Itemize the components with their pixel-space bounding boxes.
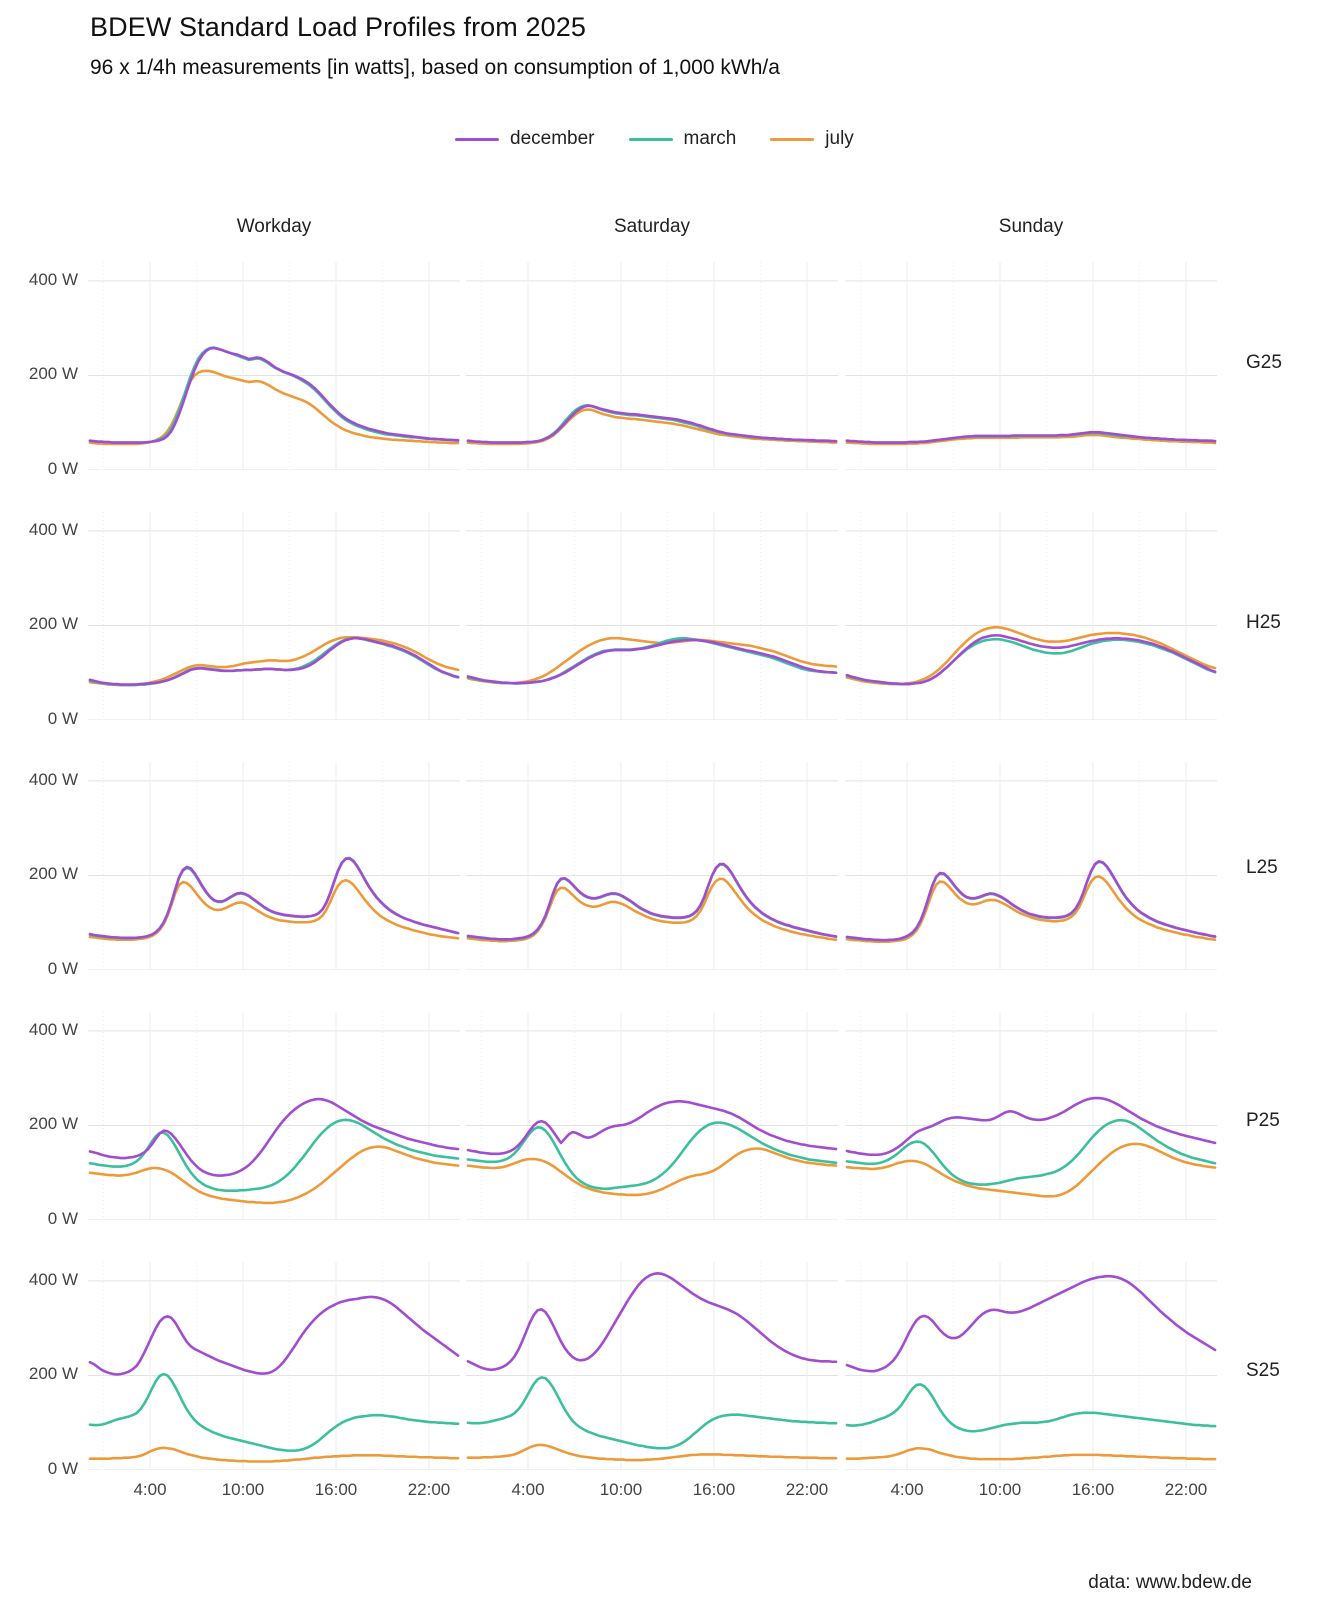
row-label-g25: G25	[1246, 352, 1282, 373]
x-tick-label: 10:00	[599, 1480, 643, 1499]
legend-swatch-december	[455, 138, 499, 141]
legend-swatch-july	[770, 138, 814, 141]
legend	[455, 128, 854, 150]
panel-s25-workday	[88, 1262, 460, 1470]
y-tick-label: 400 W	[28, 1019, 78, 1039]
panel-l25-saturday	[466, 762, 838, 970]
panel-g25-workday	[88, 262, 460, 470]
panel-p25-workday	[88, 1012, 460, 1220]
panel-h25-saturday	[466, 512, 838, 720]
panel-p25-saturday	[466, 1012, 838, 1220]
x-tick-label: 4:00	[890, 1480, 924, 1499]
column-title-workday: Workday	[236, 216, 312, 237]
y-tick-label: 200 W	[28, 864, 78, 884]
column-title-sunday: Sunday	[998, 216, 1064, 237]
legend-label-july: july	[825, 128, 854, 149]
y-tick-label: 400 W	[28, 769, 78, 789]
row-label-p25: P25	[1246, 1110, 1280, 1131]
panel-h25-sunday	[845, 512, 1217, 720]
x-tick-label: 16:00	[314, 1480, 358, 1499]
y-tick-label: 0 W	[47, 459, 78, 478]
y-tick-label: 0 W	[47, 709, 78, 728]
x-tick-label: 4:00	[511, 1480, 545, 1499]
row-label-l25: L25	[1246, 857, 1278, 878]
panel-s25-sunday	[845, 1262, 1217, 1470]
panel-h25-workday	[88, 512, 460, 720]
x-tick-label: 22:00	[1164, 1480, 1208, 1499]
legend-label-december: december	[510, 128, 595, 149]
x-tick-label: 16:00	[1071, 1480, 1115, 1499]
panel-l25-sunday	[845, 762, 1217, 970]
legend-item-march	[629, 128, 737, 150]
x-tick-label: 10:00	[221, 1480, 265, 1499]
x-tick-label: 16:00	[692, 1480, 736, 1499]
row-label-h25: H25	[1246, 612, 1281, 633]
panel-p25-sunday	[845, 1012, 1217, 1220]
y-tick-label: 200 W	[28, 1364, 78, 1384]
x-tick-label: 22:00	[407, 1480, 451, 1499]
panel-l25-workday	[88, 762, 460, 970]
y-tick-label: 0 W	[47, 1459, 78, 1478]
row-label-s25: S25	[1246, 1360, 1280, 1381]
x-tick-label: 10:00	[978, 1480, 1022, 1499]
column-title-saturday: Saturday	[613, 216, 691, 237]
legend-item-july	[770, 128, 854, 150]
panel-g25-sunday	[845, 262, 1217, 470]
y-tick-label: 400 W	[28, 519, 78, 539]
panel-s25-saturday	[466, 1262, 838, 1470]
legend-item-december	[455, 128, 595, 150]
y-tick-label: 400 W	[28, 269, 78, 289]
y-tick-label: 0 W	[47, 1209, 78, 1228]
legend-label-march: march	[683, 128, 737, 149]
source-note: data: www.bdew.de	[1088, 1572, 1252, 1593]
page-subtitle: 96 x 1/4h measurements [in watts], based on consumption of 1,000 kWh/a	[90, 56, 780, 79]
legend-swatch-march	[629, 138, 673, 141]
panel-g25-saturday	[466, 262, 838, 470]
y-tick-label: 200 W	[28, 1114, 78, 1134]
y-tick-label: 200 W	[28, 614, 78, 634]
y-tick-label: 200 W	[28, 364, 78, 384]
x-tick-label: 22:00	[785, 1480, 829, 1499]
page-title: BDEW Standard Load Profiles from 2025	[90, 12, 586, 42]
x-tick-label: 4:00	[133, 1480, 167, 1499]
y-tick-label: 0 W	[47, 959, 78, 978]
y-tick-label: 400 W	[28, 1269, 78, 1289]
